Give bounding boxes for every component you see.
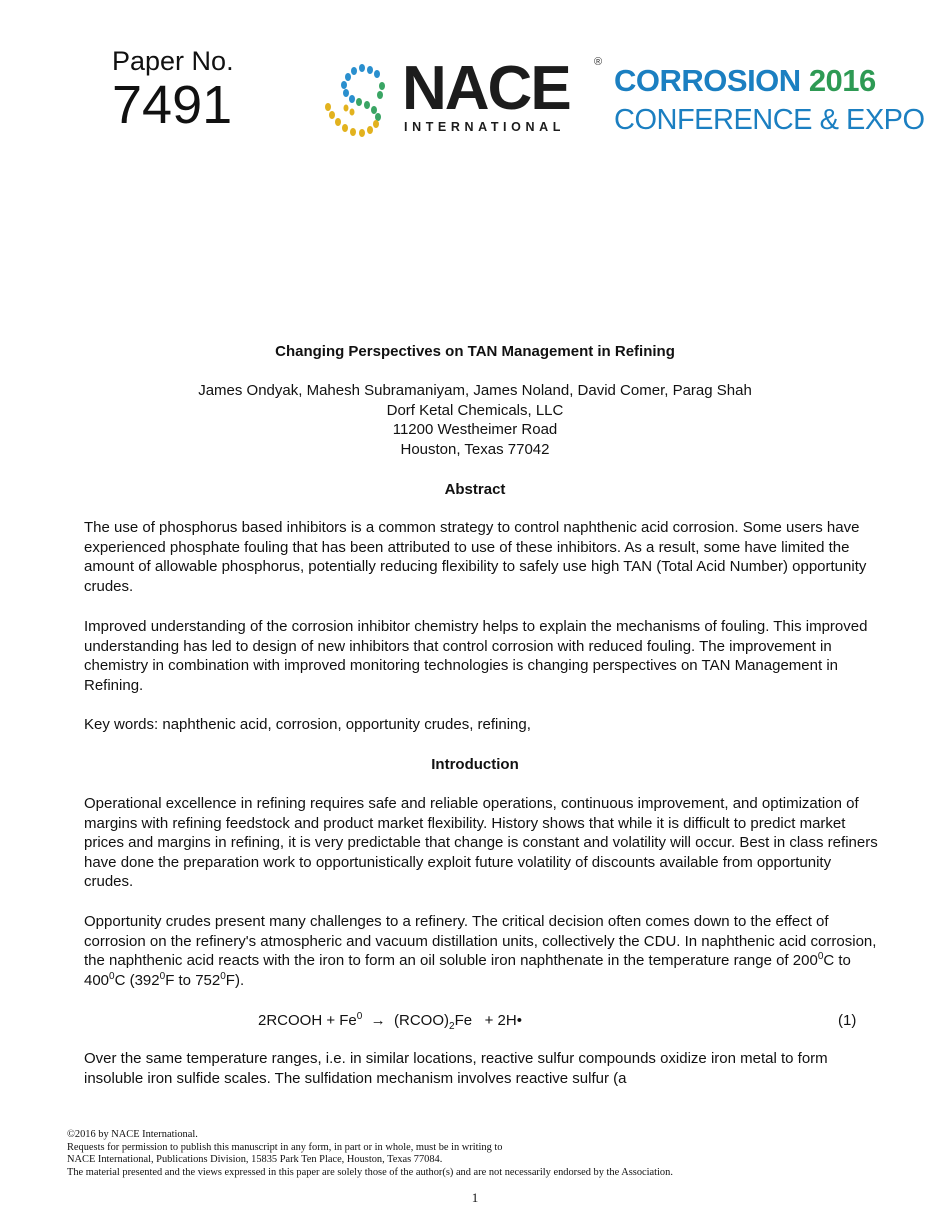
conference-word: CORROSION — [614, 63, 801, 98]
paper-title: Changing Perspectives on TAN Management in Refining — [275, 343, 675, 360]
affiliation-address: 11200 Westheimer Road — [392, 421, 558, 439]
registered-mark: ® — [594, 56, 603, 68]
intro-paragraph-2 — [84, 912, 884, 990]
nace-logo — [322, 56, 612, 136]
abstract-text-2: Improved understanding of the corrosion inhibitor chemistry helps to explain the mechanisms of fouling. This improved understanding has led to design of new inhibitors that control corrosion with reduced fouling. The improvement in chemistry in combination with improved monitoring technologies is changing perspectives on TAN Management in Refining. — [84, 618, 868, 694]
equation-text: 2RCOOH + $Fe^0$ → $(RCOO)_2Fe$ + 2H• — [258, 1011, 522, 1032]
abstract-heading: Abstract — [444, 481, 506, 498]
conference-year: 2016 — [808, 63, 876, 98]
international-wordmark: INTERNATIONAL — [404, 120, 565, 134]
intro-paragraph-3 — [84, 1049, 884, 1088]
authors: James Ondyak, Mahesh Subramaniyam, James Noland, David Comer, Parag Shah — [198, 382, 752, 399]
conference-title — [614, 64, 876, 98]
intro-text-3: Over the same temperature ranges, i.e. in similar locations, reactive sulfur compounds oxidize iron metal to form insoluble iron sulfide scales. The sulfidation mechanism involves reactive sulfur (a — [84, 1050, 828, 1087]
intro-paragraph-1 — [84, 794, 884, 892]
footer — [67, 1129, 887, 1179]
paper-number: 7491 — [112, 75, 233, 135]
intro-text-1: Operational excellence in refining requires safe and reliable operations, continuous improvement, and optimization of margins with refining feedstock and product market flexibility. History shows that while it is difficult to predict market prices and margins in refining, it is very predictable that change is constant and volatility will occur. Best in class refiners have done the preparation work to opportunistically exploit future volatility of discounts available from opportunity crudes. — [84, 795, 878, 891]
affiliation-city: Houston, Texas 77042 — [400, 440, 550, 458]
abstract-text-1: The use of phosphorus based inhibitors is a common strategy to control naphthenic acid corrosion. Some users have experienced phosphate fouling that has been attributed to use of these inhibitors. As a result, some have limited the amount of allowable phosphorus, potentially reducing flexibility to safely use high TAN (Total Acid Number) opportunity crudes. — [84, 519, 867, 595]
keywords — [84, 715, 884, 735]
intro-text-2: Opportunity crudes present many challenges to a refinery. The critical decision often comes down to the effect of corrosion on the refinery's atmospheric and vacuum distillation units, collectively the CDU. In naphthenic acid corrosion, the naphthenic acid reacts with the iron to form an oil soluble iron naphthenate in the temperature range of $200^0C$ to $400^0C$ ($392^0F$ to $752^0F$). — [84, 913, 877, 989]
footer-disclaimer: The material presented and the views expressed in this paper are solely those of the author(s) and are not necessarily endorsed by the Association. — [67, 1166, 673, 1178]
footer-permission: Requests for permission to publish this manuscript in any form, in part or in whole, must be in writing to — [67, 1141, 503, 1153]
paper-label: Paper No. — [112, 46, 234, 76]
conference-subtitle: CONFERENCE & EXPO — [614, 104, 925, 136]
equation-number: (1) — [838, 1012, 857, 1029]
abstract-paragraph-1 — [84, 518, 884, 596]
keywords-text: Key words: naphthenic acid, corrosion, opportunity crudes, refining, — [84, 716, 531, 733]
nace-emblem-icon — [322, 62, 400, 142]
footer-address: NACE International, Publications Division, 15835 Park Ten Place, Houston, Texas 77084. — [67, 1154, 443, 1166]
nace-wordmark: NACE — [402, 54, 570, 123]
page-number: 1 — [471, 1190, 479, 1205]
abstract-paragraph-2 — [84, 617, 884, 695]
footer-copyright: ©2016 by NACE International. — [67, 1129, 198, 1140]
affiliation-company: Dorf Ketal Chemicals, LLC — [386, 401, 564, 419]
introduction-heading: Introduction — [431, 756, 519, 773]
